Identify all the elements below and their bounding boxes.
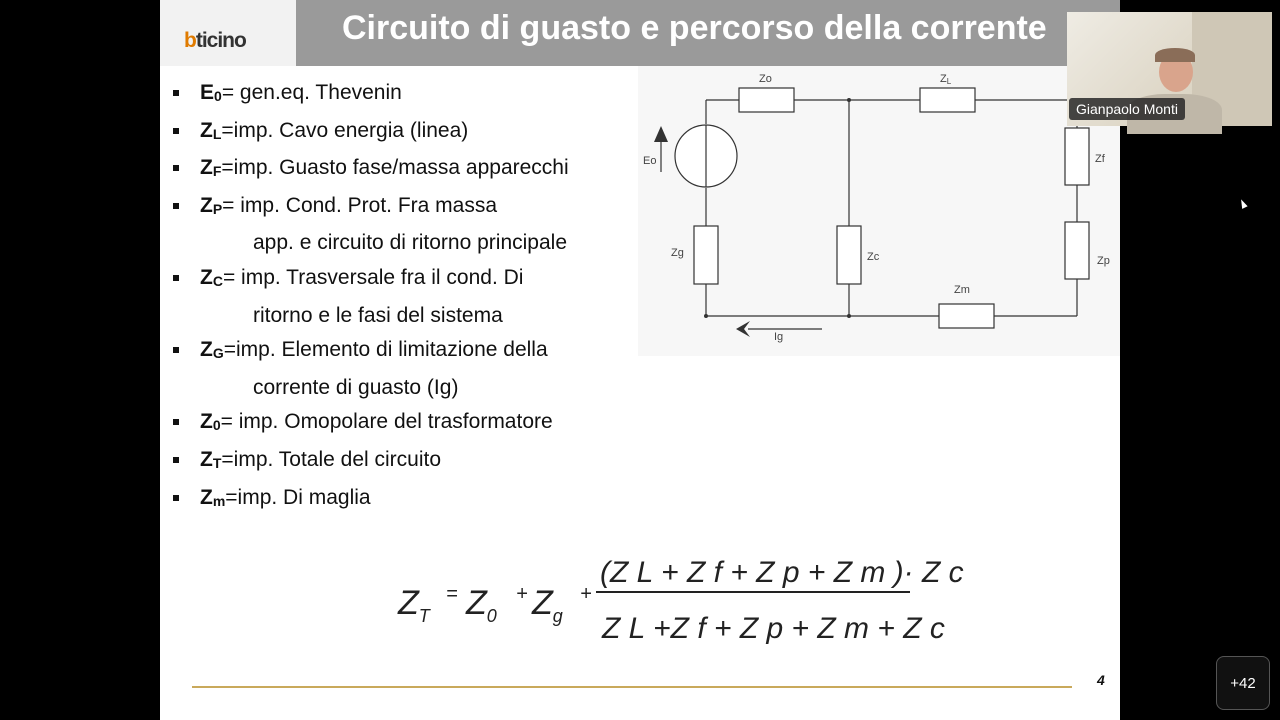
label-zg: Zg [671, 247, 684, 259]
label-eo: Eo [643, 155, 657, 167]
mouse-cursor-icon [1238, 198, 1247, 209]
svg-text:ZT: $Z_T$ [398, 584, 430, 626]
svg-text:+: + [580, 583, 592, 605]
list-item: $Z_L=imp$. Cavo energia (linea) [170, 114, 569, 152]
formula-denominator: Z L +Z f + Z p + Z m + Z c [602, 612, 945, 645]
formula-numerator: (Z L + Z f + Z p + Z m )· Z c [600, 556, 964, 589]
logo-area [160, 0, 296, 66]
resistor-zf [1065, 128, 1089, 185]
title-bar [296, 0, 1120, 66]
presentation-slide [160, 0, 1120, 720]
footer-line [192, 686, 1072, 688]
circuit-diagram [638, 66, 1120, 356]
slide-title: Circuito di guasto e percorso della corrente [342, 9, 1047, 47]
participant-name-tag: Gianpaolo Monti [1069, 98, 1185, 120]
resistor-zm [939, 304, 994, 328]
svg-text:Z0: $Z_0$ [466, 584, 497, 626]
svg-text:=: = [446, 583, 458, 605]
resistor-zp [1065, 222, 1089, 279]
bticino-logo: bticino [184, 29, 246, 52]
page-number: 4 [1097, 672, 1105, 688]
list-item: $Z_m=imp$. Di maglia [170, 481, 569, 519]
list-item: $E_0= gen.eq$. Thevenin [170, 76, 569, 114]
list-item: $Z_0=$ imp. Omopolare del trasformatore [170, 405, 569, 443]
label-zp: Zp [1097, 255, 1110, 267]
voltage-arrow-icon [654, 126, 668, 142]
svg-text:Zg: $Z_g$ [532, 584, 563, 626]
impedance-formula [398, 538, 964, 648]
list-item: $Z_C=$ imp. Trasversale fra il cond. Di ritorno e le fasi del sistema [170, 261, 569, 333]
label-zf: Zf [1095, 153, 1105, 165]
list-item: $Z_P=$ imp. Cond. Prot. Fra massa app. e circuito di ritorno principale [170, 189, 569, 261]
current-arrow-icon [736, 321, 750, 337]
label-ig: Ig [774, 331, 784, 343]
resistor-zc [837, 226, 861, 284]
label-zo: Zo [759, 73, 772, 85]
resistor-zg [694, 226, 718, 284]
list-item: $Z_F=imp$. Guasto fase/massa apparecchi [170, 151, 569, 189]
list-item: $Z_G=imp$. Elemento di limitazione della corrente di guasto (Ig) [170, 333, 569, 405]
label-zl: ZL [940, 73, 952, 86]
list-item: $Z_T=imp$. Totale del circuito [170, 443, 569, 481]
more-participants-button[interactable]: +42 [1216, 656, 1270, 710]
label-zc: Zc [867, 251, 880, 263]
label-zm: Zm [954, 284, 970, 296]
resistor-zo [739, 88, 794, 112]
resistor-zl [920, 88, 975, 112]
svg-text:+: + [516, 583, 528, 605]
definitions-list [170, 76, 569, 518]
